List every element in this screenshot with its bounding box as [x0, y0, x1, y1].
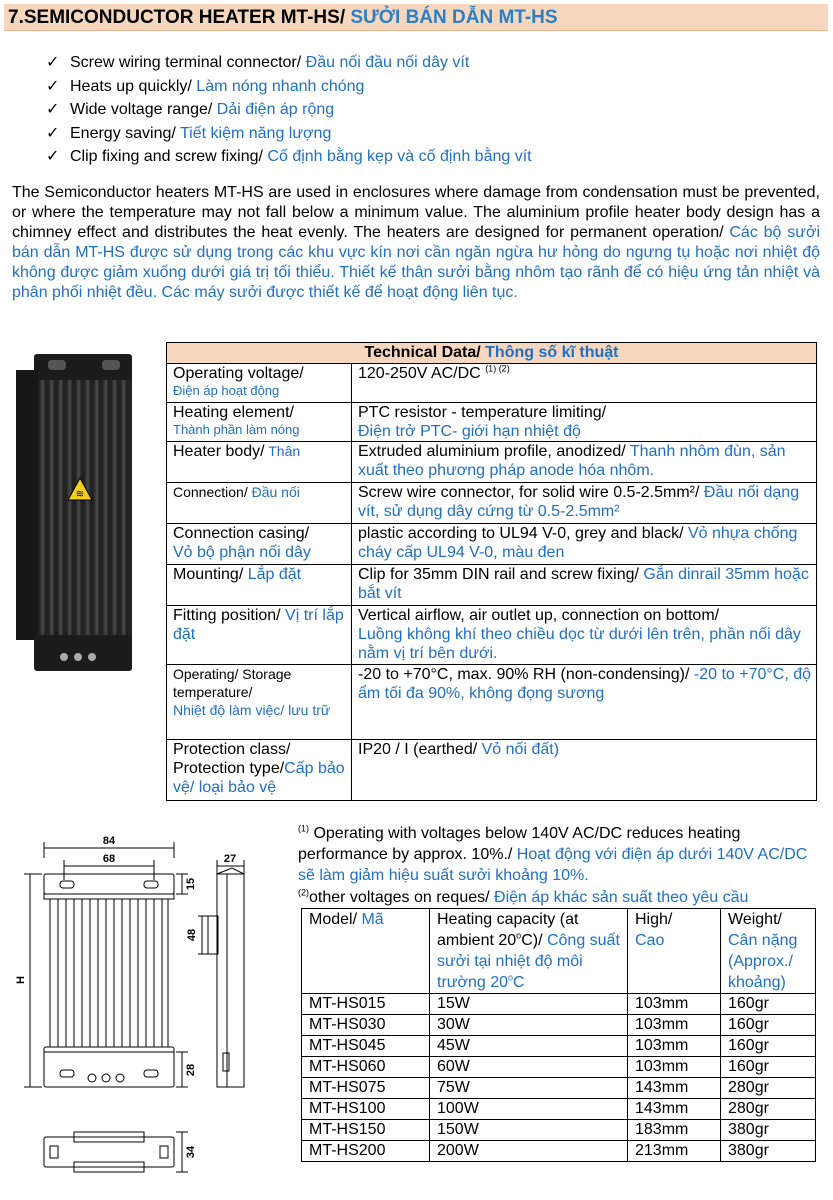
description-paragraph: The Semiconductor heaters MT-HS are used in enclosures where damage from condensation must be prevented, or where the temperature may not fall below a minimum value. The aluminium profile heater body design has a chimney effect and distributes the heat evenly. The heaters are designed for permanent operation/ Các bộ sưởi bán dẫn MT-HS được sử dụng trong các khu vực kín nơi cần ngăn ngừa hư hỏng do ngưng tụ hoặc nơi nhiệt độ không được giảm xuống dưới giá trị tối thiểu. Thiết kế thân sưởi bằng nhôm tạo rãnh để có hiệu ứng tản nhiệt và phân phối nhiệt đều. Các máy sưởi được thiết kế để hoạt động liên tục. [12, 184, 821, 301]
dim-68-label: 68 [102, 853, 116, 865]
dim-34-label: 34 [185, 1145, 197, 1159]
table-row: MT-HS200 200W 213mm 380gr [302, 1141, 816, 1162]
table-row: Fitting position/ Vị trí lắp đặt Vertical airflow, air outlet up, connection on bottom/ Luồng không khí theo chiều dọc từ dưới lên trên, phần nối dây nằm vị trí bên dưới. [167, 606, 817, 665]
feature-item: ✓ Heats up quickly/ Làm nóng nhanh chóng [46, 75, 532, 99]
feature-item: ✓ Clip fixing and screw fixing/ Cố định bằng kẹp và cố định bằng vít [46, 145, 532, 169]
check-icon: ✓ [46, 54, 60, 71]
technical-data-table [166, 342, 817, 801]
dim-84-label: 84 [102, 835, 116, 847]
dim-h-label: H [15, 976, 27, 984]
header-model: Model/ Mã [302, 909, 430, 994]
title-vi: SƯỞI BÁN DẪN MT-HS [345, 7, 558, 28]
table-row: MT-HS015 15W 103mm 160gr [302, 994, 816, 1015]
table-row: Operating/ Storage temperature/ Nhiệt độ làm việc/ lưu trữ -20 to +70°C, max. 90% RH (non-condensing)/ -20 to +70°C, độ ẩm tối đa 90%, không đọng sương [167, 665, 817, 740]
page-title [4, 4, 828, 31]
header-capacity: Heating capacity (at ambient 20$^o$C)/ Công suất sưởi tại nhiệt độ môi trường 20$^o$C [430, 909, 628, 994]
table-row: Operating voltage/ Điện áp hoạt động 120-250V AC/DC $^{(1) (2)}$ [167, 364, 817, 403]
model-table [301, 908, 816, 1162]
dim-28-label: 28 [185, 1063, 197, 1077]
table-row: Mounting/ Lắp đặt Clip for 35mm DIN rail and screw fixing/ Gắn dinrail 35mm hoặc bắt vít [167, 565, 817, 606]
table-row: Connection casing/ Vỏ bộ phận nối dây plastic according to UL94 V-0, grey and black/ Vỏ nhựa chống cháy cấp UL94 V-0, màu đen [167, 524, 817, 565]
dimension-drawing [12, 828, 282, 1198]
footnotes [298, 823, 818, 908]
check-icon: ✓ [46, 148, 60, 165]
header-high: High/ Cao [628, 909, 721, 994]
feature-item: ✓ Wide voltage range/ Dải điện áp rộng [46, 98, 532, 122]
feature-list [46, 51, 532, 169]
footnote-1: $^{(1)}$ Operating with voltages below 140V AC/DC reduces heating performance by approx. 10%./ Hoạt động với điện áp dưới 140V AC/DC sẽ làm giảm hiệu suất sưởi khoảng 10%. [298, 823, 808, 884]
heater-product-image [12, 350, 140, 675]
table-header: Technical Data/ Thông số kĩ thuật [167, 343, 817, 364]
table-row: MT-HS075 75W 143mm 280gr [302, 1078, 816, 1099]
table-row: MT-HS150 150W 183mm 380gr [302, 1120, 816, 1141]
table-row: MT-HS045 45W 103mm 160gr [302, 1036, 816, 1057]
dim-27-label: 27 [223, 853, 237, 865]
model-table-header [302, 909, 816, 994]
check-icon: ✓ [46, 77, 60, 95]
table-row: MT-HS030 30W 103mm 160gr [302, 1015, 816, 1036]
footnote-2: $^{(2)}$other voltages on reques/ Điện áp khác sản suất theo yêu cầu [298, 887, 749, 906]
table-row: Connection/ Đầu nối Screw wire connector, for solid wire 0.5-2.5mm²/ Đầu nối dạng vít, sử dụng dây cứng từ 0.5-2.5mm² [167, 483, 817, 524]
table-row: MT-HS100 100W 143mm 280gr [302, 1099, 816, 1120]
check-icon: ✓ [46, 124, 60, 142]
dim-15-label: 15 [185, 877, 197, 891]
table-row: MT-HS060 60W 103mm 160gr [302, 1057, 816, 1078]
table-row: Heater body/ Thân Extruded aluminium profile, anodized/ Thanh nhôm đùn, sản xuất theo phương pháp anode hóa nhôm. [167, 442, 817, 483]
header-weight: Weight/ Cân nặng (Approx./ khoảng) [721, 909, 816, 994]
svg-text:≋: ≋ [75, 489, 85, 500]
dim-48-label: 48 [186, 928, 198, 942]
feature-item: ✓ Screw wiring terminal connector/ Đầu nối đầu nối dây vít [46, 51, 532, 75]
title-en: 7.SEMICONDUCTOR HEATER MT-HS/ [8, 7, 346, 28]
check-icon: ✓ [46, 101, 60, 118]
table-row: Heating element/ Thành phần làm nóng PTC resistor - temperature limiting/ Điện trở PTC- giới hạn nhiệt độ [167, 403, 817, 442]
table-header-row [167, 343, 817, 364]
table-row: Protection class/ Protection type/Cấp bảo vệ/ loại bảo vệ IP20 / I (earthed/ Vỏ nối đất) [167, 740, 817, 801]
feature-item: ✓ Energy saving/ Tiết kiệm năng lượng [46, 122, 532, 146]
